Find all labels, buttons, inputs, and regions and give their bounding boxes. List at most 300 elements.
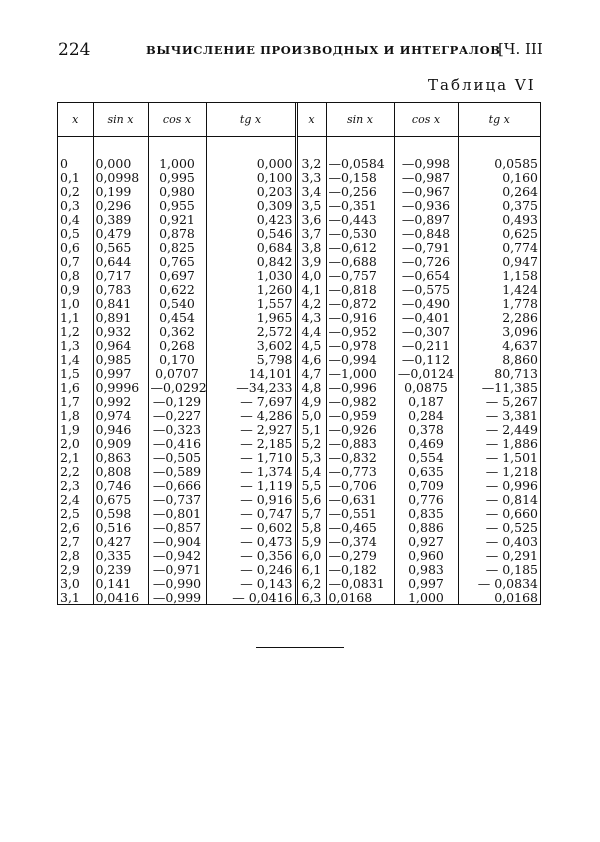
cell-x-2: 5,3 [296,451,326,465]
cell-tg-2: 0,0168 [458,591,540,605]
cell-sin: 0,675 [93,493,148,507]
cell-x-2: 5,8 [296,521,326,535]
cell-sin: 0,199 [93,185,148,199]
cell-cos: 0,765 [148,255,206,269]
cell-sin: 0,783 [93,283,148,297]
cell-x-2: 3,7 [296,227,326,241]
table-row [58,297,540,311]
cell-tg-2: — 0,291 [458,549,540,563]
table-row [58,563,540,577]
table-row [58,479,540,493]
cell-cos: —0,666 [148,479,206,493]
cell-x-2: 4,0 [296,269,326,283]
table-row [58,577,540,591]
cell-cos: 0,622 [148,283,206,297]
cell-cos: 0,362 [148,325,206,339]
cell-x-2: 3,9 [296,255,326,269]
cell-tg-2: 0,375 [458,199,540,213]
cell-sin-2: —0,994 [326,353,394,367]
cell-cos: 0,268 [148,339,206,353]
cell-x: 2,0 [60,436,80,451]
cell-tg: 0,423 [206,213,296,227]
cell-sin-2: —0,872 [326,297,394,311]
cell-cos: 0,921 [148,213,206,227]
cell-x-2: 4,7 [296,367,326,381]
col-header-cos: cos x [148,103,206,137]
cell-sin: 0,598 [93,507,148,521]
cell-x: 2,8 [60,548,80,563]
cell-sin: 0,9996 [93,381,148,395]
table-header-row [58,103,540,137]
cell-cos-2: 0,997 [394,577,458,591]
cell-x-2: 6,0 [296,549,326,563]
cell-tg-2: —11,385 [458,381,540,395]
cell-cos: —0,0292 [148,381,206,395]
cell-tg: — 2,927 [206,423,296,437]
cell-tg: 2,572 [206,325,296,339]
cell-x-2: 4,9 [296,395,326,409]
cell-tg: — 0,473 [206,535,296,549]
cell-x: 1,8 [60,408,80,423]
table-row [58,171,540,185]
table-row [58,521,540,535]
cell-sin: 0,644 [93,255,148,269]
table-row [58,227,540,241]
cell-sin-2: —0,182 [326,563,394,577]
cell-tg-2: — 0,185 [458,563,540,577]
cell-sin: 0,863 [93,451,148,465]
cell-sin-2: —0,818 [326,283,394,297]
cell-cos-2: 0,709 [394,479,458,493]
cell-x: 1,1 [60,310,80,325]
cell-x: 2,2 [60,464,80,479]
cell-x-2: 4,3 [296,311,326,325]
cell-sin: 0,389 [93,213,148,227]
table-spacer-row [58,137,540,158]
table-row [58,395,540,409]
cell-tg: 5,798 [206,353,296,367]
cell-tg-2: 1,158 [458,269,540,283]
cell-tg-2: 0,0585 [458,157,540,171]
cell-cos: 1,000 [148,157,206,171]
cell-sin-2: —0,374 [326,535,394,549]
cell-cos-2: 0,187 [394,395,458,409]
cell-sin-2: —0,959 [326,409,394,423]
cell-cos: 0,980 [148,185,206,199]
cell-cos: —0,129 [148,395,206,409]
cell-sin: 0,909 [93,437,148,451]
cell-x: 0,3 [60,198,80,213]
cell-tg-2: — 3,381 [458,409,540,423]
cell-x-2: 3,3 [296,171,326,185]
table-row [58,283,540,297]
cell-sin: 0,841 [93,297,148,311]
cell-tg-2: — 1,218 [458,465,540,479]
cell-tg-2: 0,774 [458,241,540,255]
cell-cos: —0,227 [148,409,206,423]
cell-cos-2: —0,936 [394,199,458,213]
cell-tg: 14,101 [206,367,296,381]
cell-x: 1,6 [60,380,80,395]
table-row [58,213,540,227]
cell-sin-2: —0,926 [326,423,394,437]
cell-tg: —34,233 [206,381,296,395]
cell-sin-2: —0,465 [326,521,394,535]
cell-x-2: 5,1 [296,423,326,437]
cell-tg-2: 1,778 [458,297,540,311]
cell-sin: 0,479 [93,227,148,241]
cell-sin-2: —0,996 [326,381,394,395]
cell-x-2: 6,2 [296,577,326,591]
table-row [58,493,540,507]
cell-sin: 0,946 [93,423,148,437]
cell-tg: — 1,119 [206,479,296,493]
cell-cos: 0,170 [148,353,206,367]
cell-cos-2: 0,960 [394,549,458,563]
cell-x-2: 6,3 [296,591,326,605]
col-header-tg-2: tg x [458,103,540,137]
cell-x-2: 4,4 [296,325,326,339]
cell-x-2: 5,0 [296,409,326,423]
cell-tg: — 1,710 [206,451,296,465]
cell-tg: — 0,602 [206,521,296,535]
cell-sin: 0,239 [93,563,148,577]
cell-sin-2: —0,688 [326,255,394,269]
cell-sin: 0,141 [93,577,148,591]
cell-sin-2: —0,0831 [326,577,394,591]
cell-cos-2: 0,0875 [394,381,458,395]
cell-sin-2: —0,279 [326,549,394,563]
cell-x: 1,4 [60,352,80,367]
cell-tg-2: 4,637 [458,339,540,353]
cell-sin: 0,296 [93,199,148,213]
cell-sin-2: —0,978 [326,339,394,353]
cell-cos-2: 0,378 [394,423,458,437]
cell-tg-2: — 0,814 [458,493,540,507]
cell-cos: —0,999 [148,591,206,605]
cell-tg-2: — 0,660 [458,507,540,521]
table-row [58,549,540,563]
cell-x: 2,4 [60,492,80,507]
cell-cos: —0,971 [148,563,206,577]
cell-cos-2: 0,886 [394,521,458,535]
cell-cos-2: —0,987 [394,171,458,185]
cell-x: 1,2 [60,324,80,339]
trig-table [57,102,541,605]
cell-x-2: 6,1 [296,563,326,577]
cell-cos-2: 0,635 [394,465,458,479]
cell-x: 2,3 [60,478,80,493]
col-header-sin-2: sin x [326,103,394,137]
table-row [58,507,540,521]
cell-x: 2,6 [60,520,80,535]
cell-x: 2,1 [60,450,80,465]
cell-tg-2: 8,860 [458,353,540,367]
cell-sin-2: —0,351 [326,199,394,213]
table-row [58,409,540,423]
col-header-x: x [58,103,93,137]
cell-cos-2: —0,112 [394,353,458,367]
table-row [58,199,540,213]
cell-x-2: 4,8 [296,381,326,395]
cell-tg: — 4,286 [206,409,296,423]
cell-x: 1,0 [60,296,80,311]
cell-cos-2: —0,726 [394,255,458,269]
cell-tg-2: 0,160 [458,171,540,185]
cell-cos: —0,737 [148,493,206,507]
cell-tg: 3,602 [206,339,296,353]
cell-cos-2: —0,791 [394,241,458,255]
table-row [58,535,540,549]
cell-sin: 0,964 [93,339,148,353]
cell-sin: 0,891 [93,311,148,325]
cell-cos-2: 0,284 [394,409,458,423]
cell-cos: —0,904 [148,535,206,549]
cell-tg-2: — 0,996 [458,479,540,493]
cell-sin: 0,0998 [93,171,148,185]
cell-cos: —0,589 [148,465,206,479]
running-head: ВЫЧИСЛЕНИЕ ПРОИЗВОДНЫХ И ИНТЕГРАЛОВ [146,43,501,57]
cell-x-2: 3,6 [296,213,326,227]
cell-tg: — 7,697 [206,395,296,409]
cell-tg-2: 80,713 [458,367,540,381]
table-row [58,241,540,255]
cell-cos-2: —0,848 [394,227,458,241]
page-number: 224 [58,40,91,60]
cell-sin-2: —0,832 [326,451,394,465]
cell-sin: 0,0416 [93,591,148,605]
cell-tg: — 0,0416 [206,591,296,605]
cell-tg: 0,100 [206,171,296,185]
cell-cos: —0,990 [148,577,206,591]
table-row [58,423,540,437]
cell-sin-2: —0,530 [326,227,394,241]
table-row [58,381,540,395]
trig-table-grid [58,103,540,605]
cell-sin-2: —0,706 [326,479,394,493]
cell-tg: — 0,143 [206,577,296,591]
cell-x: 1,3 [60,338,80,353]
cell-cos-2: —0,490 [394,297,458,311]
cell-cos: 0,697 [148,269,206,283]
cell-cos: —0,857 [148,521,206,535]
cell-tg-2: — 5,267 [458,395,540,409]
cell-tg-2: 0,264 [458,185,540,199]
cell-sin-2: —1,000 [326,367,394,381]
cell-cos: —0,323 [148,423,206,437]
cell-cos-2: 0,983 [394,563,458,577]
table-row [58,269,540,283]
cell-x-2: 4,6 [296,353,326,367]
cell-sin-2: —0,612 [326,241,394,255]
cell-tg-2: — 1,886 [458,437,540,451]
cell-cos: 0,995 [148,171,206,185]
cell-tg: 0,684 [206,241,296,255]
cell-sin-2: —0,256 [326,185,394,199]
col-header-tg: tg x [206,103,296,137]
cell-x-2: 4,2 [296,297,326,311]
cell-x: 2,7 [60,534,80,549]
cell-x: 0,6 [60,240,80,255]
cell-cos-2: —0,967 [394,185,458,199]
cell-tg: 0,842 [206,255,296,269]
cell-sin-2: —0,952 [326,325,394,339]
cell-tg-2: — 0,403 [458,535,540,549]
col-header-cos-2: cos x [394,103,458,137]
footer-rule [256,647,344,648]
cell-cos-2: 0,835 [394,507,458,521]
cell-x: 1,7 [60,394,80,409]
cell-tg: — 0,246 [206,563,296,577]
cell-x: 0,2 [60,184,80,199]
cell-sin-2: —0,757 [326,269,394,283]
cell-cos: —0,505 [148,451,206,465]
cell-x: 2,9 [60,562,80,577]
cell-cos: —0,416 [148,437,206,451]
cell-x: 0,9 [60,282,80,297]
cell-tg-2: 3,096 [458,325,540,339]
cell-tg: 1,260 [206,283,296,297]
table-row [58,339,540,353]
cell-x-2: 3,8 [296,241,326,255]
cell-x-2: 4,5 [296,339,326,353]
cell-x: 0,5 [60,226,80,241]
cell-sin-2: 0,0168 [326,591,394,605]
cell-x: 2,5 [60,506,80,521]
cell-tg-2: 0,493 [458,213,540,227]
cell-tg-2: — 2,449 [458,423,540,437]
cell-sin-2: —0,883 [326,437,394,451]
cell-x-2: 3,2 [296,157,326,171]
col-header-sin: sin x [93,103,148,137]
cell-tg: 0,203 [206,185,296,199]
cell-x-2: 5,9 [296,535,326,549]
cell-sin: 0,335 [93,549,148,563]
cell-cos-2: —0,307 [394,325,458,339]
cell-tg: — 0,916 [206,493,296,507]
table-row [58,311,540,325]
cell-cos-2: 0,469 [394,437,458,451]
cell-cos-2: 1,000 [394,591,458,605]
cell-sin: 0,717 [93,269,148,283]
cell-sin: 0,746 [93,479,148,493]
cell-cos: 0,540 [148,297,206,311]
cell-sin: 0,932 [93,325,148,339]
cell-cos: —0,942 [148,549,206,563]
cell-cos-2: 0,927 [394,535,458,549]
cell-x: 3,0 [60,576,80,591]
table-row [58,325,540,339]
cell-sin-2: —0,982 [326,395,394,409]
cell-cos-2: —0,0124 [394,367,458,381]
cell-x-2: 3,5 [296,199,326,213]
cell-tg-2: — 0,0834 [458,577,540,591]
table-row [58,367,540,381]
cell-cos: 0,878 [148,227,206,241]
table-caption: Таблица VI [428,76,536,94]
cell-sin-2: —0,631 [326,493,394,507]
cell-cos: —0,801 [148,507,206,521]
cell-x: 3,1 [60,590,80,605]
cell-x: 1,5 [60,366,80,381]
cell-cos: 0,955 [148,199,206,213]
cell-sin-2: —0,551 [326,507,394,521]
cell-cos-2: 0,776 [394,493,458,507]
cell-tg: 0,000 [206,157,296,171]
cell-sin-2: —0,158 [326,171,394,185]
table-row [58,185,540,199]
cell-tg: — 0,747 [206,507,296,521]
cell-tg-2: 0,947 [458,255,540,269]
cell-x: 0,4 [60,212,80,227]
cell-x: 0,1 [60,170,80,185]
cell-x: 0 [60,156,68,171]
table-row [58,437,540,451]
cell-sin: 0,997 [93,367,148,381]
cell-sin: 0,985 [93,353,148,367]
cell-tg-2: 1,424 [458,283,540,297]
cell-cos-2: —0,401 [394,311,458,325]
cell-x-2: 5,4 [296,465,326,479]
cell-tg: — 0,356 [206,549,296,563]
cell-tg: 1,557 [206,297,296,311]
cell-cos-2: —0,654 [394,269,458,283]
cell-sin-2: —0,773 [326,465,394,479]
cell-sin: 0,808 [93,465,148,479]
cell-tg: 1,965 [206,311,296,325]
cell-tg: 1,030 [206,269,296,283]
cell-sin: 0,992 [93,395,148,409]
cell-tg-2: 0,625 [458,227,540,241]
table-row [58,591,540,605]
cell-cos: 0,0707 [148,367,206,381]
cell-cos-2: 0,554 [394,451,458,465]
cell-tg: — 2,185 [206,437,296,451]
cell-sin: 0,565 [93,241,148,255]
cell-cos-2: —0,897 [394,213,458,227]
cell-tg-2: — 0,525 [458,521,540,535]
cell-tg: — 1,374 [206,465,296,479]
cell-sin-2: —0,916 [326,311,394,325]
cell-x-2: 3,4 [296,185,326,199]
table-row [58,465,540,479]
cell-x: 0,7 [60,254,80,269]
cell-cos: 0,825 [148,241,206,255]
cell-x-2: 5,2 [296,437,326,451]
cell-tg: 0,546 [206,227,296,241]
cell-sin-2: —0,443 [326,213,394,227]
cell-x-2: 5,5 [296,479,326,493]
table-row [58,353,540,367]
cell-sin: 0,516 [93,521,148,535]
cell-sin: 0,974 [93,409,148,423]
table-body [58,137,540,606]
table-row [58,157,540,171]
cell-x-2: 4,1 [296,283,326,297]
cell-sin: 0,427 [93,535,148,549]
table-row [58,255,540,269]
cell-cos-2: —0,211 [394,339,458,353]
col-header-x-2: x [296,103,326,137]
cell-cos-2: —0,998 [394,157,458,171]
cell-cos-2: —0,575 [394,283,458,297]
chapter-reference: [Ч. III [498,40,543,58]
cell-x-2: 5,6 [296,493,326,507]
cell-x-2: 5,7 [296,507,326,521]
cell-tg: 0,309 [206,199,296,213]
cell-tg-2: — 1,501 [458,451,540,465]
cell-tg-2: 2,286 [458,311,540,325]
